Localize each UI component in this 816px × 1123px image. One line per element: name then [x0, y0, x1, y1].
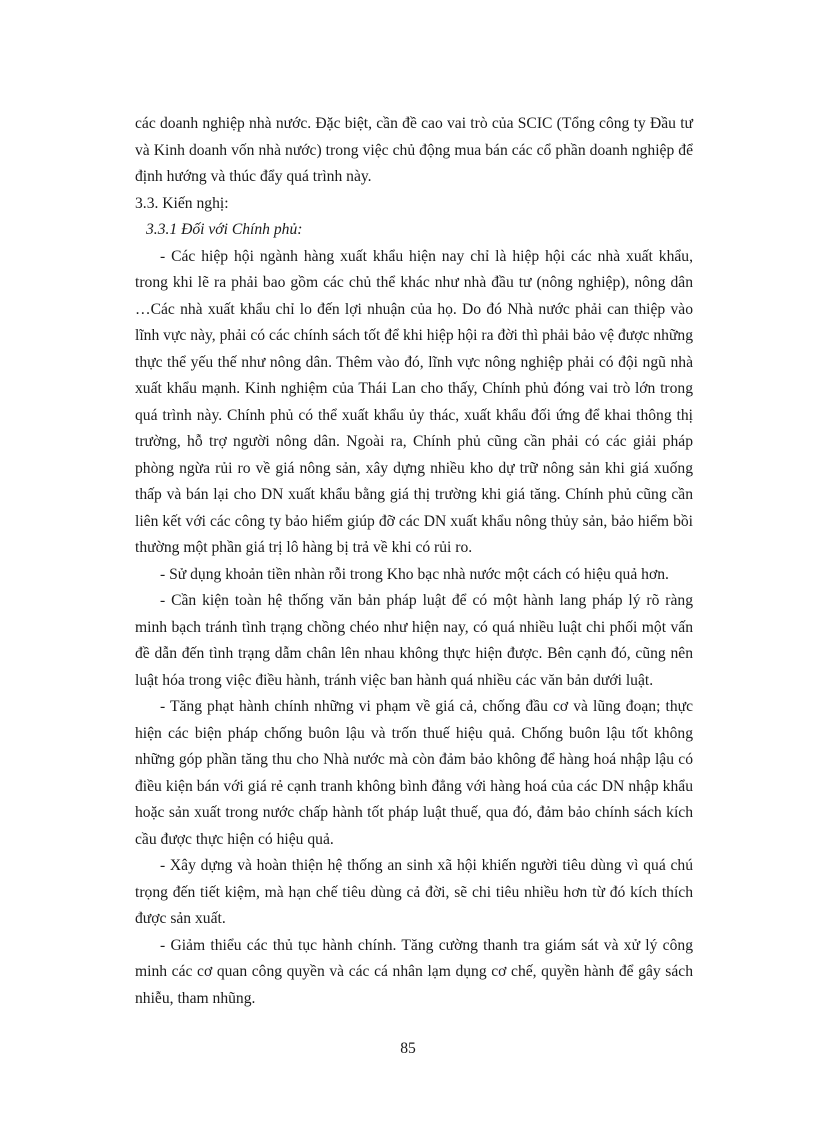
- paragraph: - Tăng phạt hành chính những vi phạm về giá cả, chống đầu cơ và lũng đoạn; thực hiện các biện pháp chống buôn lậu và trốn thuế hiệu quả. Chống buôn lậu tốt không những góp phần tăng thu cho Nhà nước mà còn đảm bảo không để hàng hoá nhập lậu có điều kiện bán với giá rẻ cạnh tranh không bình đẳng với hàng hoá của các DN nhập khẩu hoặc sản xuất trong nước chấp hành tốt pháp luật thuế, qua đó, đảm bảo chính sách kích cầu được thực hiện có hiệu quả.: [135, 698, 693, 848]
- page-number: 85: [400, 1040, 416, 1057]
- paragraph: - Xây dựng và hoàn thiện hệ thống an sinh xã hội khiến người tiêu dùng vì quá chú trọng đến tiết kiệm, mà hạn chế tiêu dùng cả đời, sẽ chi tiêu nhiều hơn từ đó kích thích được sản xuất.: [135, 857, 693, 927]
- paragraph: - Sử dụng khoản tiền nhàn rỗi trong Kho bạc nhà nước một cách có hiệu quả hơn.: [160, 565, 669, 583]
- paragraph: - Giảm thiểu các thủ tục hành chính. Tăng cường thanh tra giám sát và xử lý công minh các cơ quan công quyền và các cá nhân lạm dụng cơ chế, quyền hành để gây sách nhiễu, tham nhũng.: [135, 936, 693, 1007]
- body-text: [135, 111, 693, 1012]
- section-heading: 3.3. Kiến nghị:: [135, 194, 229, 212]
- paragraph-continuation: các doanh nghiệp nhà nước. Đặc biệt, cần đề cao vai trò của SCIC (Tổng công ty Đầu tư và Kinh doanh vốn nhà nước) trong việc chủ động mua bán các cổ phần doanh nghiệp để định hướng và thúc đẩy quá trình này.: [135, 115, 693, 185]
- paragraph: - Các hiệp hội ngành hàng xuất khẩu hiện nay chỉ là hiệp hội các nhà xuất khẩu, trong khi lẽ ra phải bao gồm các chủ thể khác như nhà đầu tư (nông nghiệp), nông dân …Các nhà xuất khẩu chỉ lo đến lợi nhuận của họ. Do đó Nhà nước phải can thiệp vào lĩnh vực này, phải có các chính sách tốt để khi hiệp hội ra đời thì phải bảo vệ được những thực thể yếu thế như nông dân. Thêm vào đó, lĩnh vực nông nghiệp phải có đội ngũ nhà xuất khẩu mạnh. Kinh nghiệm của Thái Lan cho thấy, Chính phủ đóng vai trò lớn trong quá trình này. Chính phủ có thể xuất khẩu ủy thác, xuất khẩu đối ứng để khai thông thị trường, hỗ trợ người nông dân. Ngoài ra, Chính phủ cũng cần phải có các giải pháp phòng ngừa rủi ro về giá nông sản, xây dựng nhiều kho dự trữ nông sản khi giá xuống thấp và bán lại cho DN xuất khẩu bằng giá thị trường khi giá tăng. Chính phủ cũng cần liên kết với các công ty bảo hiểm giúp đỡ các DN xuất khẩu nông thủy sản, bảo hiểm bồi thường một phần giá trị lô hàng bị trả về khi có rủi ro.: [135, 247, 693, 556]
- subsection-heading: 3.3.1 Đối với Chính phủ:: [146, 221, 303, 238]
- paragraph: - Cần kiện toàn hệ thống văn bản pháp luật để có một hành lang pháp lý rõ ràng minh bạch tránh tình trạng chồng chéo như hiện nay, có quá nhiều luật chi phối một vấn đề dẫn đến tình trạng dẫm chân lên nhau không thực hiện được. Bên cạnh đó, cũng nên luật hóa trong việc điều hành, tránh việc ban hành quá nhiều các văn bản dưới luật.: [135, 592, 693, 689]
